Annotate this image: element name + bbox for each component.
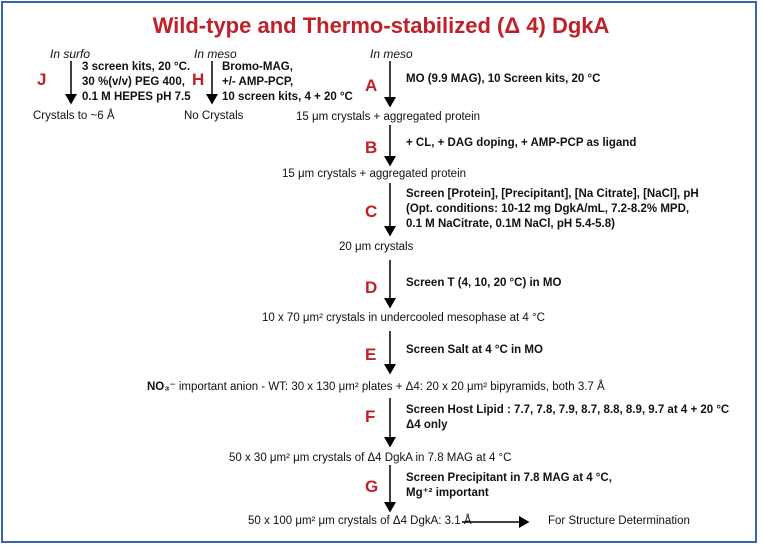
left-condition-3: 0.1 M HEPES pH 7.5 (82, 91, 191, 103)
step-f-result: 50 x 30 μm² μm crystals of Δ4 DgkA in 7.8 MAG at 4 °C (229, 452, 512, 464)
step-c-condition-1: Screen [Protein], [Precipitant], [Na Citrate], [NaCl], pH (406, 188, 699, 200)
step-e-conditions (406, 343, 543, 358)
step-letter-f: F (365, 407, 376, 426)
main-method: In meso (370, 47, 413, 61)
step-letter-b: B (365, 138, 378, 157)
step-letter-a: A (365, 76, 378, 95)
left-conditions (82, 60, 191, 105)
step-g-condition-2: Mg⁺² important (406, 487, 489, 499)
left-result: Crystals to ~6 Å (33, 110, 115, 122)
step-c-result: 20 μm crystals (339, 241, 414, 253)
step-a-condition-1: MO (9.9 MAG), 10 Screen kits, 20 °C (406, 73, 601, 85)
final-label: For Structure Determination (548, 515, 690, 527)
step-b-conditions (406, 136, 636, 151)
step-d-conditions (406, 276, 561, 291)
step-letter-j: J (37, 70, 47, 89)
mid-condition-3: 10 screen kits, 4 + 20 °C (222, 91, 353, 103)
step-letter-g: G (365, 477, 379, 496)
mid-condition-2: +/- AMP-PCP, (222, 76, 294, 88)
step-c-condition-2: (Opt. conditions: 10-12 mg DgkA/mL, 7.2-8.2% MPD, (406, 203, 690, 215)
step-d-condition-1: Screen T (4, 10, 20 °C) in MO (406, 277, 562, 289)
step-g-condition-1: Screen Precipitant in 7.8 MAG at 4 °C, (406, 472, 612, 484)
step-a-result: 15 μm crystals + aggregated protein (296, 111, 481, 123)
diagram-title: Wild-type and Thermo-stabilized (Δ 4) DgkA (152, 13, 610, 38)
step-d-result: 10 x 70 μm² crystals in undercooled mesophase at 4 °C (262, 312, 545, 324)
step-letter-c: C (365, 202, 378, 221)
step-letter-h: H (192, 70, 205, 89)
nitrate-anion: NO₃⁻ (147, 381, 176, 393)
step-e-result: NO₃⁻ important anion - WT: 30 x 130 μm² plates + Δ4: 20 x 20 μm² bipyramids, both 3.7 Å (147, 381, 605, 393)
left-condition-2: 30 %(v/v) PEG 400, (82, 76, 185, 88)
step-g-result: 50 x 100 μm² μm crystals of Δ4 DgkA: 3.1 Å (248, 515, 472, 527)
step-b-condition-1: + CL, + DAG doping, + AMP-PCP as ligand (406, 137, 637, 149)
step-f-condition-2: Δ4 only (406, 419, 448, 431)
left-condition-1: 3 screen kits, 20 °C. (82, 61, 191, 73)
step-f-conditions (406, 403, 729, 433)
mid-condition-1: Bromo-MAG, (222, 61, 293, 73)
step-c-condition-3: 0.1 M NaCitrate, 0.1M NaCl, pH 5.4-5.8) (406, 218, 615, 230)
mid-method: In meso (194, 47, 237, 61)
step-g-conditions (406, 471, 612, 501)
step-a-conditions (406, 72, 600, 87)
mid-conditions (222, 60, 353, 105)
step-c-conditions (406, 187, 699, 232)
step-letter-e: E (365, 345, 377, 364)
step-e-condition-1: Screen Salt at 4 °C in MO (406, 344, 543, 356)
left-method: In surfo (50, 47, 91, 61)
step-f-condition-1: Screen Host Lipid : 7.7, 7.8, 7.9, 8.7, 8.8, 8.9, 9.7 at 4 + 20 °C (406, 404, 730, 416)
mid-result: No Crystals (184, 110, 244, 122)
step-letter-d: D (365, 278, 378, 297)
step-b-result: 15 μm crystals + aggregated protein (282, 168, 467, 180)
